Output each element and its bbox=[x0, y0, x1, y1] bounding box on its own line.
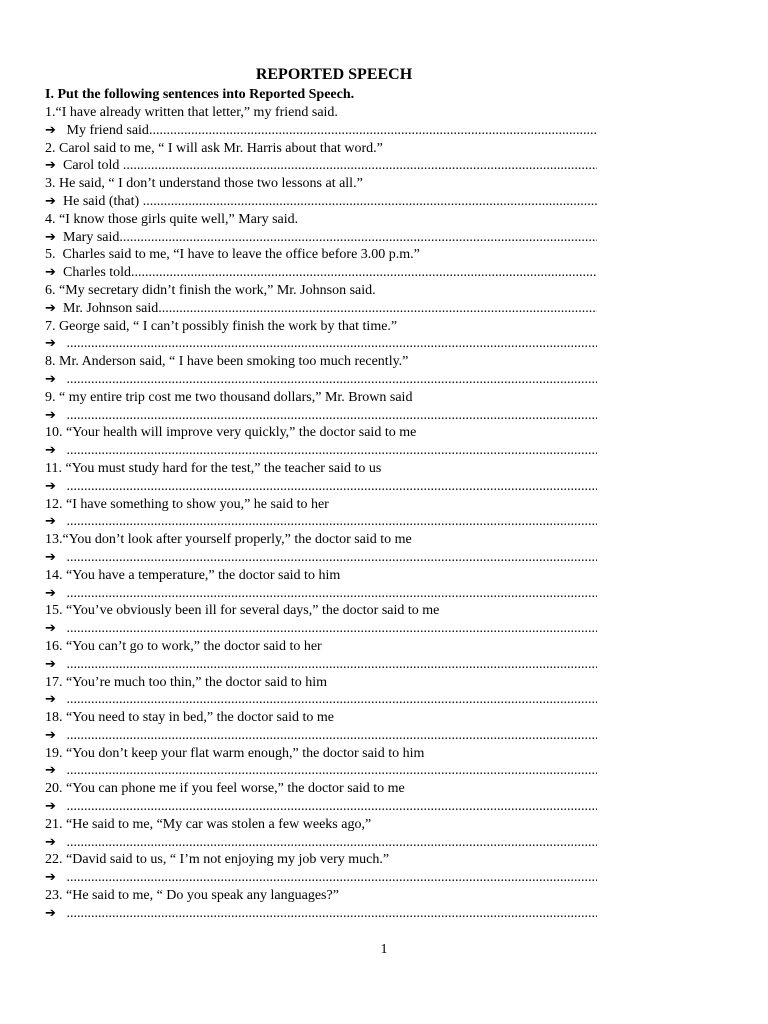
right-arrow-icon: ➔ bbox=[45, 549, 56, 565]
answer-blank[interactable] bbox=[67, 869, 598, 887]
right-arrow-icon: ➔ bbox=[45, 870, 56, 886]
answer-blank[interactable] bbox=[67, 656, 598, 674]
exercise-question: 22. “David said to us, “ I’m not enjoying my job very much.” bbox=[45, 852, 390, 868]
right-arrow-icon: ➔ bbox=[45, 265, 56, 281]
exercise-question: 7. George said, “ I can’t possibly finish the work by that time.” bbox=[45, 318, 398, 334]
answer-blank[interactable] bbox=[158, 300, 597, 318]
answer-blank[interactable] bbox=[67, 834, 598, 852]
answer-blank[interactable] bbox=[67, 335, 598, 353]
answer-line bbox=[45, 656, 597, 674]
answer-blank[interactable] bbox=[119, 229, 597, 247]
exercise-question: 21. “He said to me, “My car was stolen a few weeks ago,” bbox=[45, 816, 372, 832]
right-arrow-icon: ➔ bbox=[45, 407, 56, 423]
right-arrow-icon: ➔ bbox=[45, 585, 56, 601]
exercise-question: 16. “You can’t go to work,” the doctor said to her bbox=[45, 638, 322, 654]
answer-line bbox=[45, 869, 597, 887]
right-arrow-icon: ➔ bbox=[45, 656, 56, 672]
right-arrow-icon: ➔ bbox=[45, 692, 56, 708]
answer-blank[interactable] bbox=[67, 762, 598, 780]
exercise-question: 19. “You don’t keep your flat warm enough,” the doctor said to him bbox=[45, 745, 425, 761]
answer-blank[interactable] bbox=[149, 122, 597, 140]
right-arrow-icon: ➔ bbox=[45, 122, 56, 138]
answer-blank[interactable] bbox=[67, 478, 598, 496]
answer-line bbox=[45, 727, 597, 745]
exercise-question: 1.“I have already written that letter,” my friend said. bbox=[45, 105, 338, 120]
instruction: I. Put the following sentences into Reported Speech. bbox=[45, 87, 355, 102]
answer-blank[interactable] bbox=[67, 727, 598, 745]
right-arrow-icon: ➔ bbox=[45, 158, 56, 174]
right-arrow-icon: ➔ bbox=[45, 300, 56, 316]
answer-line bbox=[45, 229, 597, 247]
exercise-question: 9. “ my entire trip cost me two thousand dollars,” Mr. Brown said bbox=[45, 389, 413, 405]
answer-line bbox=[45, 157, 597, 175]
answer-lead: Mr. Johnson said bbox=[63, 300, 159, 316]
right-arrow-icon: ➔ bbox=[45, 799, 56, 815]
answer-lead: Charles told bbox=[63, 265, 132, 281]
exercise-question: 10. “Your health will improve very quickly,” the doctor said to me bbox=[45, 425, 417, 441]
answer-blank[interactable] bbox=[67, 371, 598, 389]
answer-line bbox=[45, 549, 597, 567]
right-arrow-icon: ➔ bbox=[45, 193, 56, 209]
right-arrow-icon: ➔ bbox=[45, 478, 56, 494]
answer-line bbox=[45, 620, 597, 638]
exercise-question: 4. “I know those girls quite well,” Mary said. bbox=[45, 211, 299, 227]
exercise-question: 18. “You need to stay in bed,” the doctor said to me bbox=[45, 710, 335, 726]
answer-blank[interactable] bbox=[123, 157, 597, 175]
page-number: 1 bbox=[380, 942, 388, 957]
right-arrow-icon: ➔ bbox=[45, 336, 56, 352]
answer-blank[interactable] bbox=[67, 549, 598, 567]
answer-line bbox=[45, 691, 597, 709]
worksheet bbox=[45, 64, 597, 923]
answer-line bbox=[45, 585, 597, 603]
right-arrow-icon: ➔ bbox=[45, 229, 56, 245]
exercise-question: 6. “My secretary didn’t finish the work,” Mr. Johnson said. bbox=[45, 282, 376, 298]
answer-line bbox=[45, 478, 597, 496]
exercise-question: 20. “You can phone me if you feel worse,” the doctor said to me bbox=[45, 781, 405, 797]
answer-blank[interactable] bbox=[67, 407, 598, 425]
answer-line bbox=[45, 513, 597, 531]
right-arrow-icon: ➔ bbox=[45, 763, 56, 779]
answer-line bbox=[45, 264, 597, 282]
exercise-question: 14. “You have a temperature,” the doctor said to him bbox=[45, 567, 341, 583]
right-arrow-icon: ➔ bbox=[45, 905, 56, 921]
exercise-question: 17. “You’re much too thin,” the doctor said to him bbox=[45, 674, 328, 690]
answer-blank[interactable] bbox=[67, 798, 598, 816]
answer-line bbox=[45, 371, 597, 389]
answer-lead: He said (that) bbox=[63, 193, 143, 209]
answer-lead: Mary said bbox=[63, 229, 120, 245]
answer-line bbox=[45, 834, 597, 852]
answer-blank[interactable] bbox=[67, 620, 598, 638]
page-title: REPORTED SPEECH bbox=[255, 66, 413, 83]
right-arrow-icon: ➔ bbox=[45, 834, 56, 850]
exercise-question: 5. Charles said to me, “I have to leave the office before 3.00 p.m.” bbox=[45, 247, 420, 263]
right-arrow-icon: ➔ bbox=[45, 514, 56, 530]
answer-line bbox=[45, 300, 597, 318]
exercise-question: 8. Mr. Anderson said, “ I have been smoking too much recently.” bbox=[45, 354, 409, 370]
answer-line bbox=[45, 905, 597, 923]
answer-blank[interactable] bbox=[67, 905, 598, 923]
answer-lead: Carol told bbox=[63, 158, 123, 174]
right-arrow-icon: ➔ bbox=[45, 727, 56, 743]
right-arrow-icon: ➔ bbox=[45, 621, 56, 637]
answer-line bbox=[45, 762, 597, 780]
answer-line bbox=[45, 193, 597, 211]
answer-line bbox=[45, 122, 597, 140]
exercise-question: 13.“You don’t look after yourself properly,” the doctor said to me bbox=[45, 532, 412, 548]
right-arrow-icon: ➔ bbox=[45, 443, 56, 459]
right-arrow-icon: ➔ bbox=[45, 371, 56, 387]
exercise-list bbox=[45, 104, 597, 923]
answer-blank[interactable] bbox=[143, 193, 597, 211]
exercise-question: 2. Carol said to me, “ I will ask Mr. Harris about that word.” bbox=[45, 140, 383, 156]
answer-blank[interactable] bbox=[67, 691, 598, 709]
exercise-question: 15. “You’ve obviously been ill for several days,” the doctor said to me bbox=[45, 603, 440, 619]
exercise-question: 12. “I have something to show you,” he said to her bbox=[45, 496, 329, 512]
answer-lead: My friend said bbox=[63, 122, 149, 138]
answer-blank[interactable] bbox=[67, 513, 598, 531]
answer-line bbox=[45, 335, 597, 353]
answer-blank[interactable] bbox=[131, 264, 597, 282]
answer-line bbox=[45, 442, 597, 460]
exercise-question: 11. “You must study hard for the test,” the teacher said to us bbox=[45, 460, 382, 476]
answer-line bbox=[45, 407, 597, 425]
answer-blank[interactable] bbox=[67, 442, 598, 460]
exercise-question: 3. He said, “ I don’t understand those two lessons at all.” bbox=[45, 176, 363, 192]
answer-line bbox=[45, 798, 597, 816]
exercise-question: 23. “He said to me, “ Do you speak any languages?” bbox=[45, 888, 339, 904]
answer-blank[interactable] bbox=[67, 585, 598, 603]
